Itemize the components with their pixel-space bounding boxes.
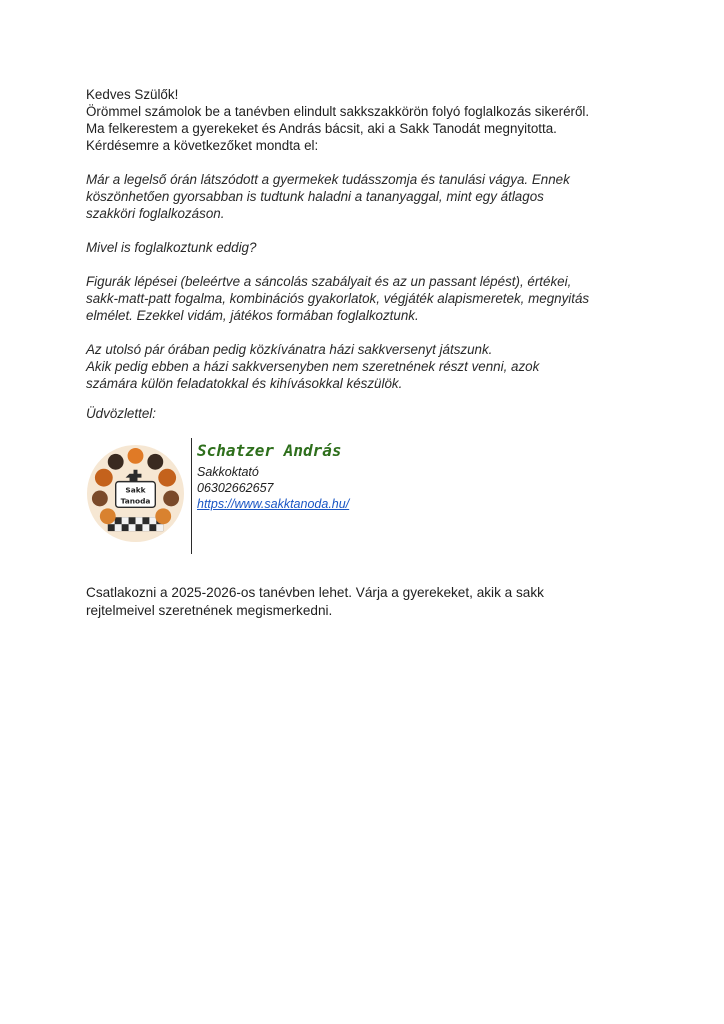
quote1-line-1: Már a legelső órán látszódott a gyermekek tudásszomja és tanulási vágya. Ennek [86, 172, 570, 187]
quote1-line-2: köszönhetően gyorsabban is tudtunk haladni a tananyaggal, mint egy átlagos [86, 189, 544, 204]
signature-name: Schatzer András [197, 441, 342, 460]
quote3-line-2: Akik pedig ebben a házi sakkversenyben nem szeretnének részt venni, azok [86, 359, 540, 374]
quote1-line-3: szakköri foglalkozáson. [86, 206, 225, 221]
quote2-line-2: sakk-matt-patt fogalma, kombinációs gyakorlatok, végjáték alapismeretek, megnyitás [86, 291, 590, 306]
signature-divider [191, 438, 192, 554]
logo-text-tanoda: Tanoda [120, 496, 151, 506]
quote3-line-1: Az utolsó pár órában pedig közkívánatra házi sakkversenyt játszunk. [86, 342, 493, 357]
sakk-tanoda-logo [86, 444, 185, 543]
signature-website-link[interactable]: https://www.sakktanoda.hu/ [197, 497, 350, 511]
quote3-line-3: számára külön feladatokkal és kihívásokkal készülök. [86, 376, 403, 391]
question: Mivel is foglalkoztunk eddig? [86, 240, 257, 255]
quote2-line-1: Figurák lépései (beleértve a sáncolás szabályait és az un passant lépést), értékei, [86, 274, 572, 289]
intro-line-1: Örömmel számolok be a tanévben elindult sakkszakkörön folyó foglalkozás sikeréről. [86, 104, 590, 119]
footer-line-2: rejtelmeivel szeretnének megismerkedni. [86, 603, 333, 618]
intro-line-3: Kérdésemre a következőket mondta el: [86, 138, 319, 153]
intro-line-2: Ma felkerestem a gyerekeket és András bácsit, aki a Sakk Tanodát megnyitotta. [86, 121, 557, 136]
logo-text-sakk: Sakk [125, 485, 146, 495]
greeting: Kedves Szülők! [86, 87, 179, 102]
footer-line-1: Csatlakozni a 2025-2026-os tanévben lehet. Várja a gyerekeket, akik a sakk [86, 585, 544, 600]
signature-title: Sakkoktató [197, 465, 259, 479]
signature-phone: 06302662657 [197, 481, 274, 495]
closing: Üdvözlettel: [86, 406, 156, 421]
quote2-line-3: elmélet. Ezekkel vidám, játékos formában foglalkoztunk. [86, 308, 419, 323]
